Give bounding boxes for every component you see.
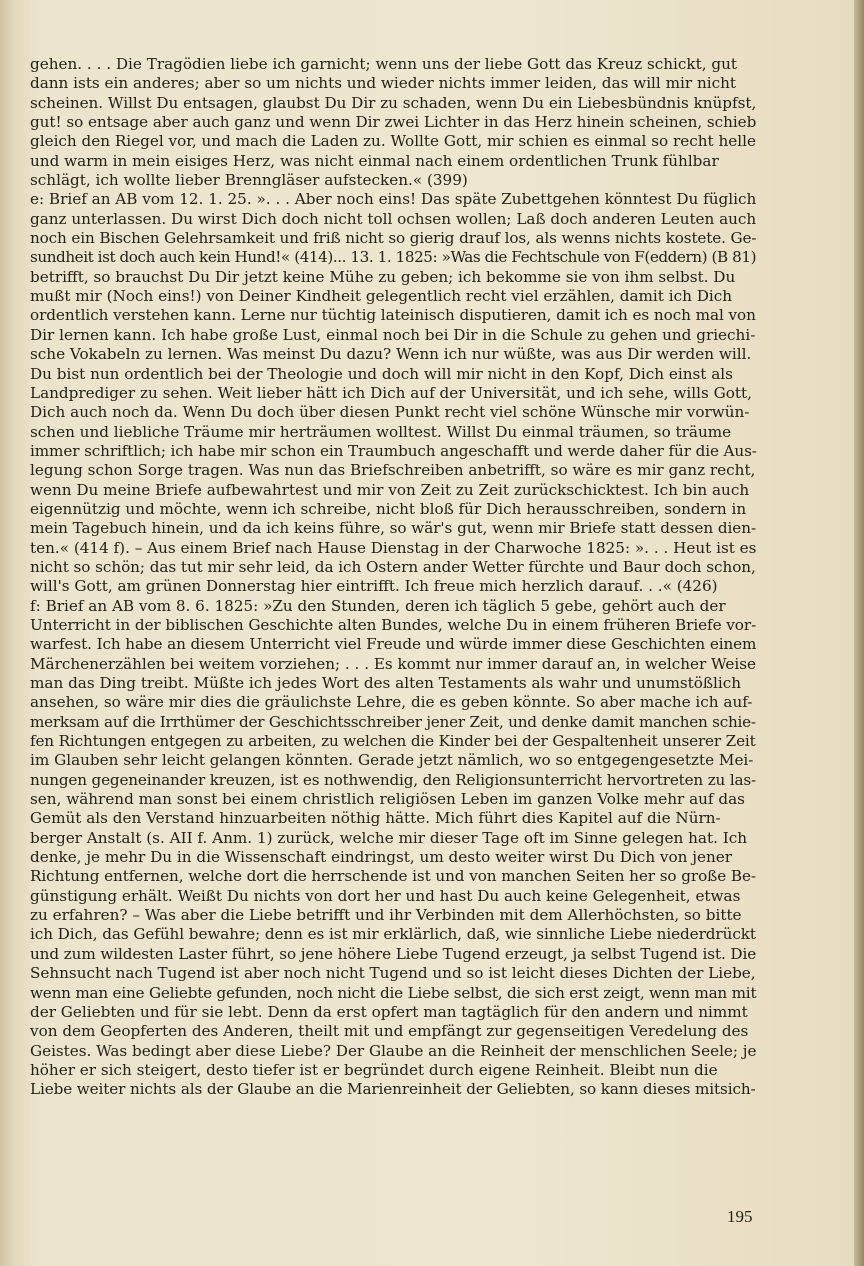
book-spine-shadow bbox=[854, 0, 864, 1266]
text-line: nicht so schön; das tut mir sehr leid, da ich Ostern ander Wetter fürchte und Baur doch schon, bbox=[30, 557, 756, 576]
text-line: fen Richtungen entgegen zu arbeiten, zu welchen die Kinder bei der Gespaltenheit unserer Zeit bbox=[30, 732, 756, 751]
text-line: nungen gegeneinander kreuzen, ist es nothwendig, den Religionsunterricht hervortreten zu las- bbox=[30, 770, 757, 789]
body-text bbox=[30, 55, 756, 1100]
text-line: ich Dich, das Gefühl bewahre; denn es ist mir erklärlich, daß, wie sinnliche Liebe niederdrückt bbox=[30, 925, 756, 944]
text-line: und warm in mein eisiges Herz, was nicht einmal nach einem ordentlichen Trunk fühlbar bbox=[30, 151, 719, 170]
text-line: von dem Geopferten des Anderen, theilt mit und empfängt zur gegenseitigen Veredelung des bbox=[30, 1022, 749, 1041]
text-line: gut! so entsage aber auch ganz und wenn Dir zwei Lichter in das Herz hinein scheinen, schieb bbox=[30, 113, 757, 132]
text-line: ten.« (414 f). – Aus einem Brief nach Hause Dienstag in der Charwoche 1825: ». . . Heut ist es bbox=[30, 538, 757, 557]
text-line: warfest. Ich habe an diesem Unterricht viel Freude und würde immer diese Geschichten einem bbox=[30, 635, 757, 654]
text-line: Landprediger zu sehen. Weit lieber hätt ich Dich auf der Universität, und ich sehe, wills Gott, bbox=[30, 383, 752, 402]
text-line: Gemüt als den Verstand hinzuarbeiten nöthig hätte. Mich führt dies Kapitel auf die Nürn- bbox=[30, 809, 721, 828]
text-line: denke, je mehr Du in die Wissenschaft eindringst, um desto weiter wirst Du Dich von jener bbox=[30, 848, 732, 867]
text-line: e: Brief an AB vom 12. 1. 25. ». . . Aber noch eins! Das späte Zubettgehen könntest Du füglich bbox=[30, 190, 757, 209]
text-line: betrifft, so brauchst Du Dir jetzt keine Mühe zu geben; ich bekomme sie von ihm selbst. Du bbox=[30, 267, 736, 286]
text-line: schen und liebliche Träume mir herträumen wolltest. Willst Du einmal träumen, so träume bbox=[30, 422, 732, 441]
text-line: Unterricht in der biblischen Geschichte alten Bundes, welche Du in einem früheren Briefe vor- bbox=[30, 615, 757, 634]
text-line: eigennützig und möchte, wenn ich schreibe, nicht bloß für Dich herausschreiben, sondern in bbox=[30, 499, 747, 518]
text-line: ordentlich verstehen kann. Lerne nur tüchtig lateinisch disputieren, damit ich es noch mal von bbox=[30, 306, 756, 325]
text-line: sen, während man sonst bei einem christlich religiösen Leben im ganzen Volke mehr auf das bbox=[30, 790, 745, 809]
text-line: merksam auf die Irrthümer der Geschichtsschreiber jener Zeit, und denke damit manchen schie- bbox=[30, 712, 756, 731]
text-line: ganz unterlassen. Du wirst Dich doch nicht toll ochsen wollen; Laß doch anderen Leuten auch bbox=[30, 209, 757, 228]
text-line: noch ein Bischen Gelehrsamkeit und friß nicht so gierig drauf los, als wenns nichts kostete. Ge- bbox=[30, 229, 757, 248]
text-line: Geistes. Was bedingt aber diese Liebe? Der Glaube an die Reinheit der menschlichen Seele; je bbox=[30, 1041, 757, 1060]
text-line: Dir lernen kann. Ich habe große Lust, einmal noch bei Dir in die Schule zu gehen und griechi- bbox=[30, 325, 756, 344]
text-line: mußt mir (Noch eins!) von Deiner Kindheit gelegentlich recht viel erzählen, damit ich Dich bbox=[30, 287, 733, 306]
text-line: will's Gott, am grünen Donnerstag hier eintrifft. Ich freue mich herzlich darauf. . .« (426) bbox=[30, 577, 718, 596]
text-line: wenn Du meine Briefe aufbewahrtest und mir von Zeit zu Zeit zurückschicktest. Ich bin auch bbox=[30, 480, 750, 499]
text-line: legung schon Sorge tragen. Was nun das Briefschreiben anbetrifft, so wäre es mir ganz recht, bbox=[30, 461, 756, 480]
text-line: Märchenerzählen bei weitem vorziehen; . . . Es kommt nur immer darauf an, in welcher Weise bbox=[30, 654, 756, 673]
text-line: f: Brief an AB vom 8. 6. 1825: »Zu den Stunden, deren ich täglich 5 gebe, gehört auch der bbox=[30, 596, 726, 615]
text-line: berger Anstalt (s. AII f. Anm. 1) zurück, welche mir dieser Tage oft im Sinne gelegen hat. Ich bbox=[30, 828, 748, 847]
text-line: im Glauben sehr leicht gelangen könnten. Gerade jetzt nämlich, wo so entgegengesetzte Mei- bbox=[30, 751, 754, 770]
text-line: man das Ding treibt. Müßte ich jedes Wort des alten Testaments als wahr und unumstößlich bbox=[30, 674, 742, 692]
text-line: wenn man eine Geliebte gefunden, noch nicht die Liebe selbst, die sich erst zeigt, wenn man mit bbox=[30, 983, 757, 1002]
text-line: mein Tagebuch hinein, und da ich keins führe, so wär's gut, wenn mir Briefe statt dessen dien- bbox=[30, 519, 757, 538]
text-line: und zum wildesten Laster führt, so jene höhere Liebe Tugend erzeugt, ja selbst Tugend ist. Die bbox=[30, 944, 757, 963]
text-line: ansehen, so wäre mir dies die gräulichste Lehre, die es geben könnte. So aber mache ich auf- bbox=[30, 693, 753, 712]
text-line: scheinen. Willst Du entsagen, glaubst Du Dir zu schaden, wenn Du ein Liebesbündnis knüpfst, bbox=[30, 93, 757, 112]
text-line: Sehnsucht nach Tugend ist aber noch nicht Tugend und so ist leicht dieses Dichten der Liebe, bbox=[30, 964, 756, 983]
text-line: schlägt, ich wollte lieber Brenngläser aufstecken.« (399) bbox=[30, 171, 468, 190]
text-line: sche Vokabeln zu lernen. Was meinst Du dazu? Wenn ich nur wüßte, was aus Dir werden will. bbox=[30, 345, 752, 364]
page-number: 195 bbox=[727, 1207, 753, 1226]
text-line: Liebe weiter nichts als der Glaube an die Marienreinheit der Geliebten, so kann dieses mitsich- bbox=[30, 1080, 756, 1099]
text-line: Du bist nun ordentlich bei der Theologie und doch will mir nicht in den Kopf, Dich einst als bbox=[30, 364, 733, 383]
text-line: sundheit ist doch auch kein Hund!« (414)... 13. 1. 1825: »Was die Fechtschule von F(eddern) (B 81) bbox=[30, 248, 757, 267]
text-line: immer schriftlich; ich habe mir schon ein Traumbuch angeschafft und werde daher für die Aus- bbox=[30, 441, 757, 460]
text-line: gehen. . . . Die Tragödien liebe ich garnicht; wenn uns der liebe Gott das Kreuz schickt, gut bbox=[30, 55, 737, 73]
text-line: Dich auch noch da. Wenn Du doch über diesen Punkt recht viel schöne Wünsche mir vorwün- bbox=[30, 403, 750, 422]
text-line: dann ists ein anderes; aber so um nichts und wieder nichts immer leiden, das will mir nicht bbox=[30, 74, 736, 93]
text-line: höher er sich steigert, desto tiefer ist er begründet durch eigene Reinheit. Bleibt nun die bbox=[30, 1060, 718, 1079]
text-line: der Geliebten und für sie lebt. Denn da erst opfert man tagtäglich für den andern und nimmt bbox=[30, 1002, 748, 1021]
text-line: günstigung erhält. Weißt Du nichts von dort her und hast Du auch keine Gelegenheit, etwas bbox=[30, 886, 741, 905]
text-line: gleich den Riegel vor, und mach die Laden zu. Wollte Gott, mir schien es einmal so recht helle bbox=[30, 132, 756, 151]
text-line: zu erfahren? – Was aber die Liebe betrifft und ihr Verbinden mit dem Allerhöchsten, so bitte bbox=[30, 906, 742, 925]
text-line: Richtung entfernen, welche dort die herrschende ist und von manchen Seiten her so große Be- bbox=[30, 867, 756, 886]
